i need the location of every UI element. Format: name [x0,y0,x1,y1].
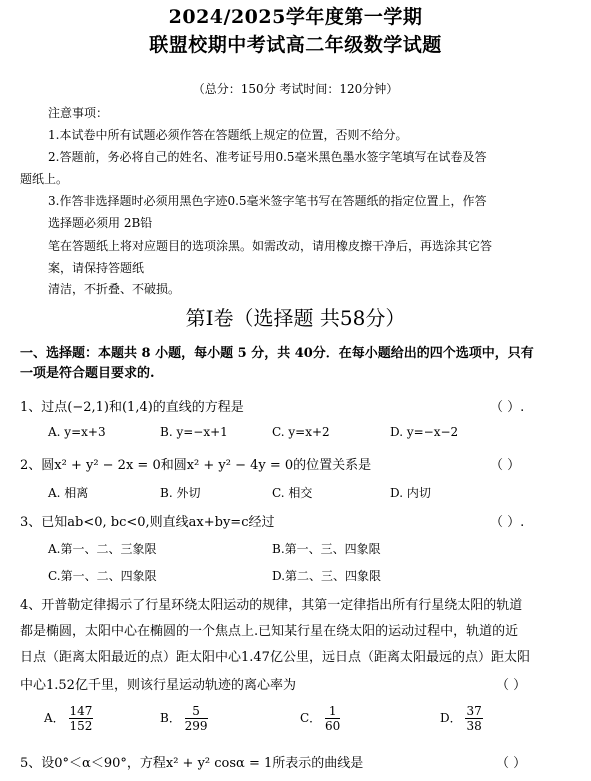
section-instruction: 一、选择题：本题共 8 小题，每小题 5 分，共 40分．在每小题给出的四个选项中，只有 [20,346,534,361]
q1-option-b: B. y=−x+1 [160,425,228,439]
note-item-3-cont-3: 案，请保持答题纸 [48,261,145,275]
q4-option-c-fraction [325,704,340,733]
q4-option-d-denominator: 38 [466,719,482,733]
q4-option-a-denominator: 152 [69,719,93,733]
q4-option-a-label: A． [44,711,65,725]
q3-option-b: B.第一、三、四象限 [272,542,381,556]
q4-option-d-label: D． [440,711,462,725]
q4-option-c-numerator: 1 [325,704,340,719]
q4-option-c [300,704,340,733]
q1-answer-paren: （ ）. [490,400,525,415]
q3-stem: 3、已知ab<0, bc<0,则直线ax+by=c经过 [20,515,275,530]
q1-option-a: A. y=x+3 [48,425,106,439]
q4-stem-line-4: 中心1.52亿千里，则该行星运动轨迹的离心率为 [20,678,296,693]
q4-option-b-fraction [185,704,208,733]
q5-answer-paren: （ ） [496,756,527,771]
q1-stem: 1、过点(−2,1)和(1,4)的直线的方程是 [20,400,244,415]
q4-option-b-denominator: 299 [184,719,208,733]
q5-stem: 5、设0°＜α＜90°，方程x² + y² cosα = 1所表示的曲线是 [20,756,364,771]
q2-option-d: D. 内切 [390,486,431,500]
note-item-3: 3.作答非选择题时必须用黑色字迹0.5毫米签字笔书写在答题纸的指定位置上，作答 [48,194,487,208]
note-item-3-cont-4: 清洁，不折叠、不破损。 [48,282,181,296]
q1-option-d: D. y=−x−2 [390,425,459,439]
exam-title-year: 2024/2025学年度第一学期 [168,6,423,28]
q1-option-c: C. y=x+2 [272,425,330,439]
note-item-3-cont-1: 选择题必须用 2B铅 [48,216,153,230]
q4-stem-line-1: 4、开普勒定律揭示了行星环绕太阳运动的规律，其第一定律指出所有行星绕太阳的轨道 [20,598,523,613]
notes-heading: 注意事项： [48,106,109,120]
q2-answer-paren: （ ） [490,458,521,473]
note-item-1: 1.本试卷中所有试题必须作答在答题纸上规定的位置，否则不给分。 [48,128,408,142]
q4-option-d-fraction [465,704,482,733]
q4-option-b-label: B． [160,711,181,725]
q2-stem: 2、圆x² + y² − 2x = 0和圆x² + y² − 4y = 0的位置关系是 [20,458,372,473]
q4-option-a-fraction [69,704,94,733]
q4-answer-paren: （ ） [496,678,527,693]
q3-answer-paren: （ ）. [490,515,525,530]
q3-option-d: D.第二、三、四象限 [272,569,382,583]
section-title: 第Ⅰ卷（选择题 共58分） [185,306,406,330]
q2-option-a: A. 相离 [48,486,89,500]
q4-option-d-numerator: 37 [466,704,482,718]
q3-option-a: A.第一、二、三象限 [48,542,157,556]
q4-option-b [160,704,208,733]
q4-stem-line-2: 都是椭圆，太阳中心在椭圆的一个焦点上.已知某行星在绕太阳的运动过程中，轨道的近 [20,624,519,639]
exam-title: 联盟校期中考试高二年级数学试题 [149,34,442,56]
q4-option-a-numerator: 147 [69,704,93,718]
q4-option-c-denominator: 60 [325,719,341,733]
note-item-2: 2.答题前，务必将自己的姓名、准考证号用0.5毫米黑色墨水签字笔填写在试卷及答 [48,150,487,164]
q4-stem-line-3: 日点（距离太阳最近的点）距太阳中心1.47亿公里，远日点（距离太阳最远的点）距太阳 [20,650,530,665]
q2-option-c: C. 相交 [272,486,313,500]
q4-option-d [440,704,483,733]
q3-option-c: C.第一、二、四象限 [48,569,157,583]
q4-option-b-numerator: 5 [185,704,208,719]
q4-option-a [44,704,93,733]
q2-option-b: B. 外切 [160,486,201,500]
exam-meta: （总分：150分 考试时间：120分钟） [192,82,399,96]
q4-option-c-label: C． [300,711,322,725]
note-item-2-cont: 题纸上。 [20,172,69,186]
section-instruction-cont: 一项是符合题目要求的. [20,366,155,381]
note-item-3-cont-2: 笔在答题纸上将对应题目的选项涂黑。如需改动，请用橡皮擦干净后，再选涂其它答 [48,239,493,253]
